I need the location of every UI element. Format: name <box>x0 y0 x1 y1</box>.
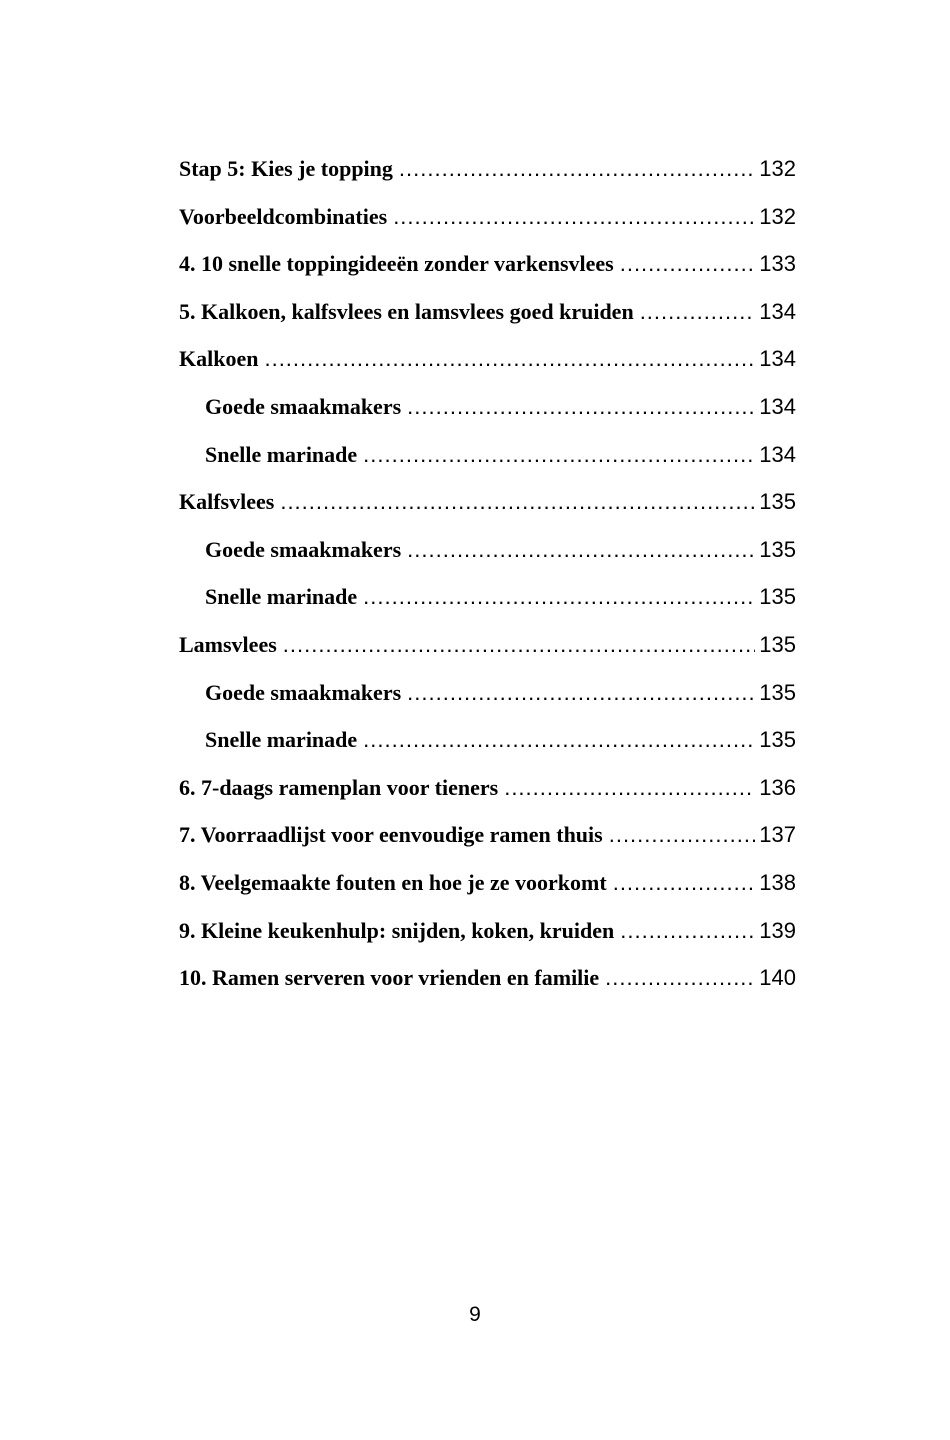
toc-entry[interactable] <box>179 907 796 955</box>
toc-entry-title: 9. Kleine keukenhulp: snijden, koken, kruiden <box>179 917 615 943</box>
toc-leader-dots <box>609 811 756 859</box>
toc-entry[interactable] <box>179 240 796 288</box>
toc-leader-dots <box>640 288 756 336</box>
toc-entry[interactable] <box>179 335 796 383</box>
toc-entry-title: Goede smaakmakers <box>205 393 402 419</box>
toc-entry-title: 6. 7-daags ramenplan voor tieners <box>179 774 499 800</box>
toc-leader-dots <box>407 526 755 574</box>
toc-entry-title: 4. 10 snelle toppingideeën zonder varkensvlees <box>179 251 614 277</box>
toc-subentry[interactable] <box>179 573 796 621</box>
toc-entry-page: 136 <box>759 774 796 800</box>
toc-subentry[interactable] <box>179 383 796 431</box>
toc-entry[interactable] <box>179 859 796 907</box>
toc-entry-page: 135 <box>759 584 796 610</box>
toc-leader-dots <box>504 764 755 812</box>
toc-entry-title: Goede smaakmakers <box>205 679 402 705</box>
toc-subentry[interactable] <box>179 669 796 717</box>
toc-leader-dots <box>407 383 755 431</box>
toc-entry-title: 10. Ramen serveren voor vrienden en familie <box>179 965 600 991</box>
toc-leader-dots <box>399 145 755 193</box>
toc-entry-page: 134 <box>759 393 796 419</box>
toc-entry-title: Kalfsvlees <box>179 489 275 515</box>
toc-subentry[interactable] <box>179 431 796 479</box>
toc-entry-title: Kalkoen <box>179 346 259 372</box>
toc-leader-dots <box>280 478 755 526</box>
toc-subentry[interactable] <box>179 716 796 764</box>
toc-entry-page: 134 <box>759 298 796 324</box>
toc-entry-title: Goede smaakmakers <box>205 536 402 562</box>
toc-entry-page: 138 <box>759 869 796 895</box>
toc-entry-title: 8. Veelgemaakte fouten en hoe je ze voorkomt <box>179 869 607 895</box>
toc-entry-title: 7. Voorraadlijst voor eenvoudige ramen thuis <box>179 822 603 848</box>
toc-subentry[interactable] <box>179 526 796 574</box>
toc-entry-page: 133 <box>759 251 796 277</box>
toc-entry[interactable] <box>179 478 796 526</box>
toc-entry[interactable] <box>179 811 796 859</box>
toc-leader-dots <box>363 431 755 479</box>
toc-entry-title: Voorbeeldcombinaties <box>179 203 388 229</box>
toc-leader-dots <box>264 335 755 383</box>
toc-entry[interactable] <box>179 288 796 336</box>
toc-entry[interactable] <box>179 193 796 241</box>
toc-leader-dots <box>363 573 755 621</box>
toc-leader-dots <box>620 240 756 288</box>
toc-entry-page: 132 <box>759 156 796 181</box>
toc-entry-page: 135 <box>759 727 796 753</box>
toc-entry-page: 134 <box>759 441 796 467</box>
page-number: 9 <box>469 1303 481 1326</box>
toc-entry-title: Snelle marinade <box>205 727 358 753</box>
toc-entry[interactable] <box>179 954 796 1002</box>
toc-leader-dots <box>363 716 755 764</box>
toc-leader-dots <box>283 621 756 669</box>
toc-leader-dots <box>613 859 756 907</box>
toc-entry[interactable] <box>179 145 796 193</box>
toc-entry-page: 139 <box>759 917 796 943</box>
toc-entry-page: 134 <box>759 346 796 372</box>
toc-leader-dots <box>605 954 755 1002</box>
toc-leader-dots <box>393 193 755 241</box>
toc-entry-title: Snelle marinade <box>205 441 358 467</box>
toc-entry-page: 135 <box>759 489 796 515</box>
toc-entry-page: 135 <box>759 631 796 657</box>
toc-entry-page: 140 <box>759 965 796 991</box>
toc-entry-page: 132 <box>759 203 796 229</box>
toc-entry-title: Stap 5: Kies je topping <box>179 156 393 181</box>
toc-entry-page: 135 <box>759 679 796 705</box>
toc-entry-page: 137 <box>759 822 796 848</box>
toc-leader-dots <box>620 907 755 955</box>
toc-leader-dots <box>407 669 755 717</box>
toc-entry-title: Snelle marinade <box>205 584 358 610</box>
toc-entry-title: Lamsvlees <box>179 631 277 657</box>
toc-entry[interactable] <box>179 764 796 812</box>
toc-entry-page: 135 <box>759 536 796 562</box>
toc-entry-title: 5. Kalkoen, kalfsvlees en lamsvlees goed kruiden <box>179 298 634 324</box>
table-of-contents <box>179 145 796 1002</box>
toc-entry[interactable] <box>179 621 796 669</box>
